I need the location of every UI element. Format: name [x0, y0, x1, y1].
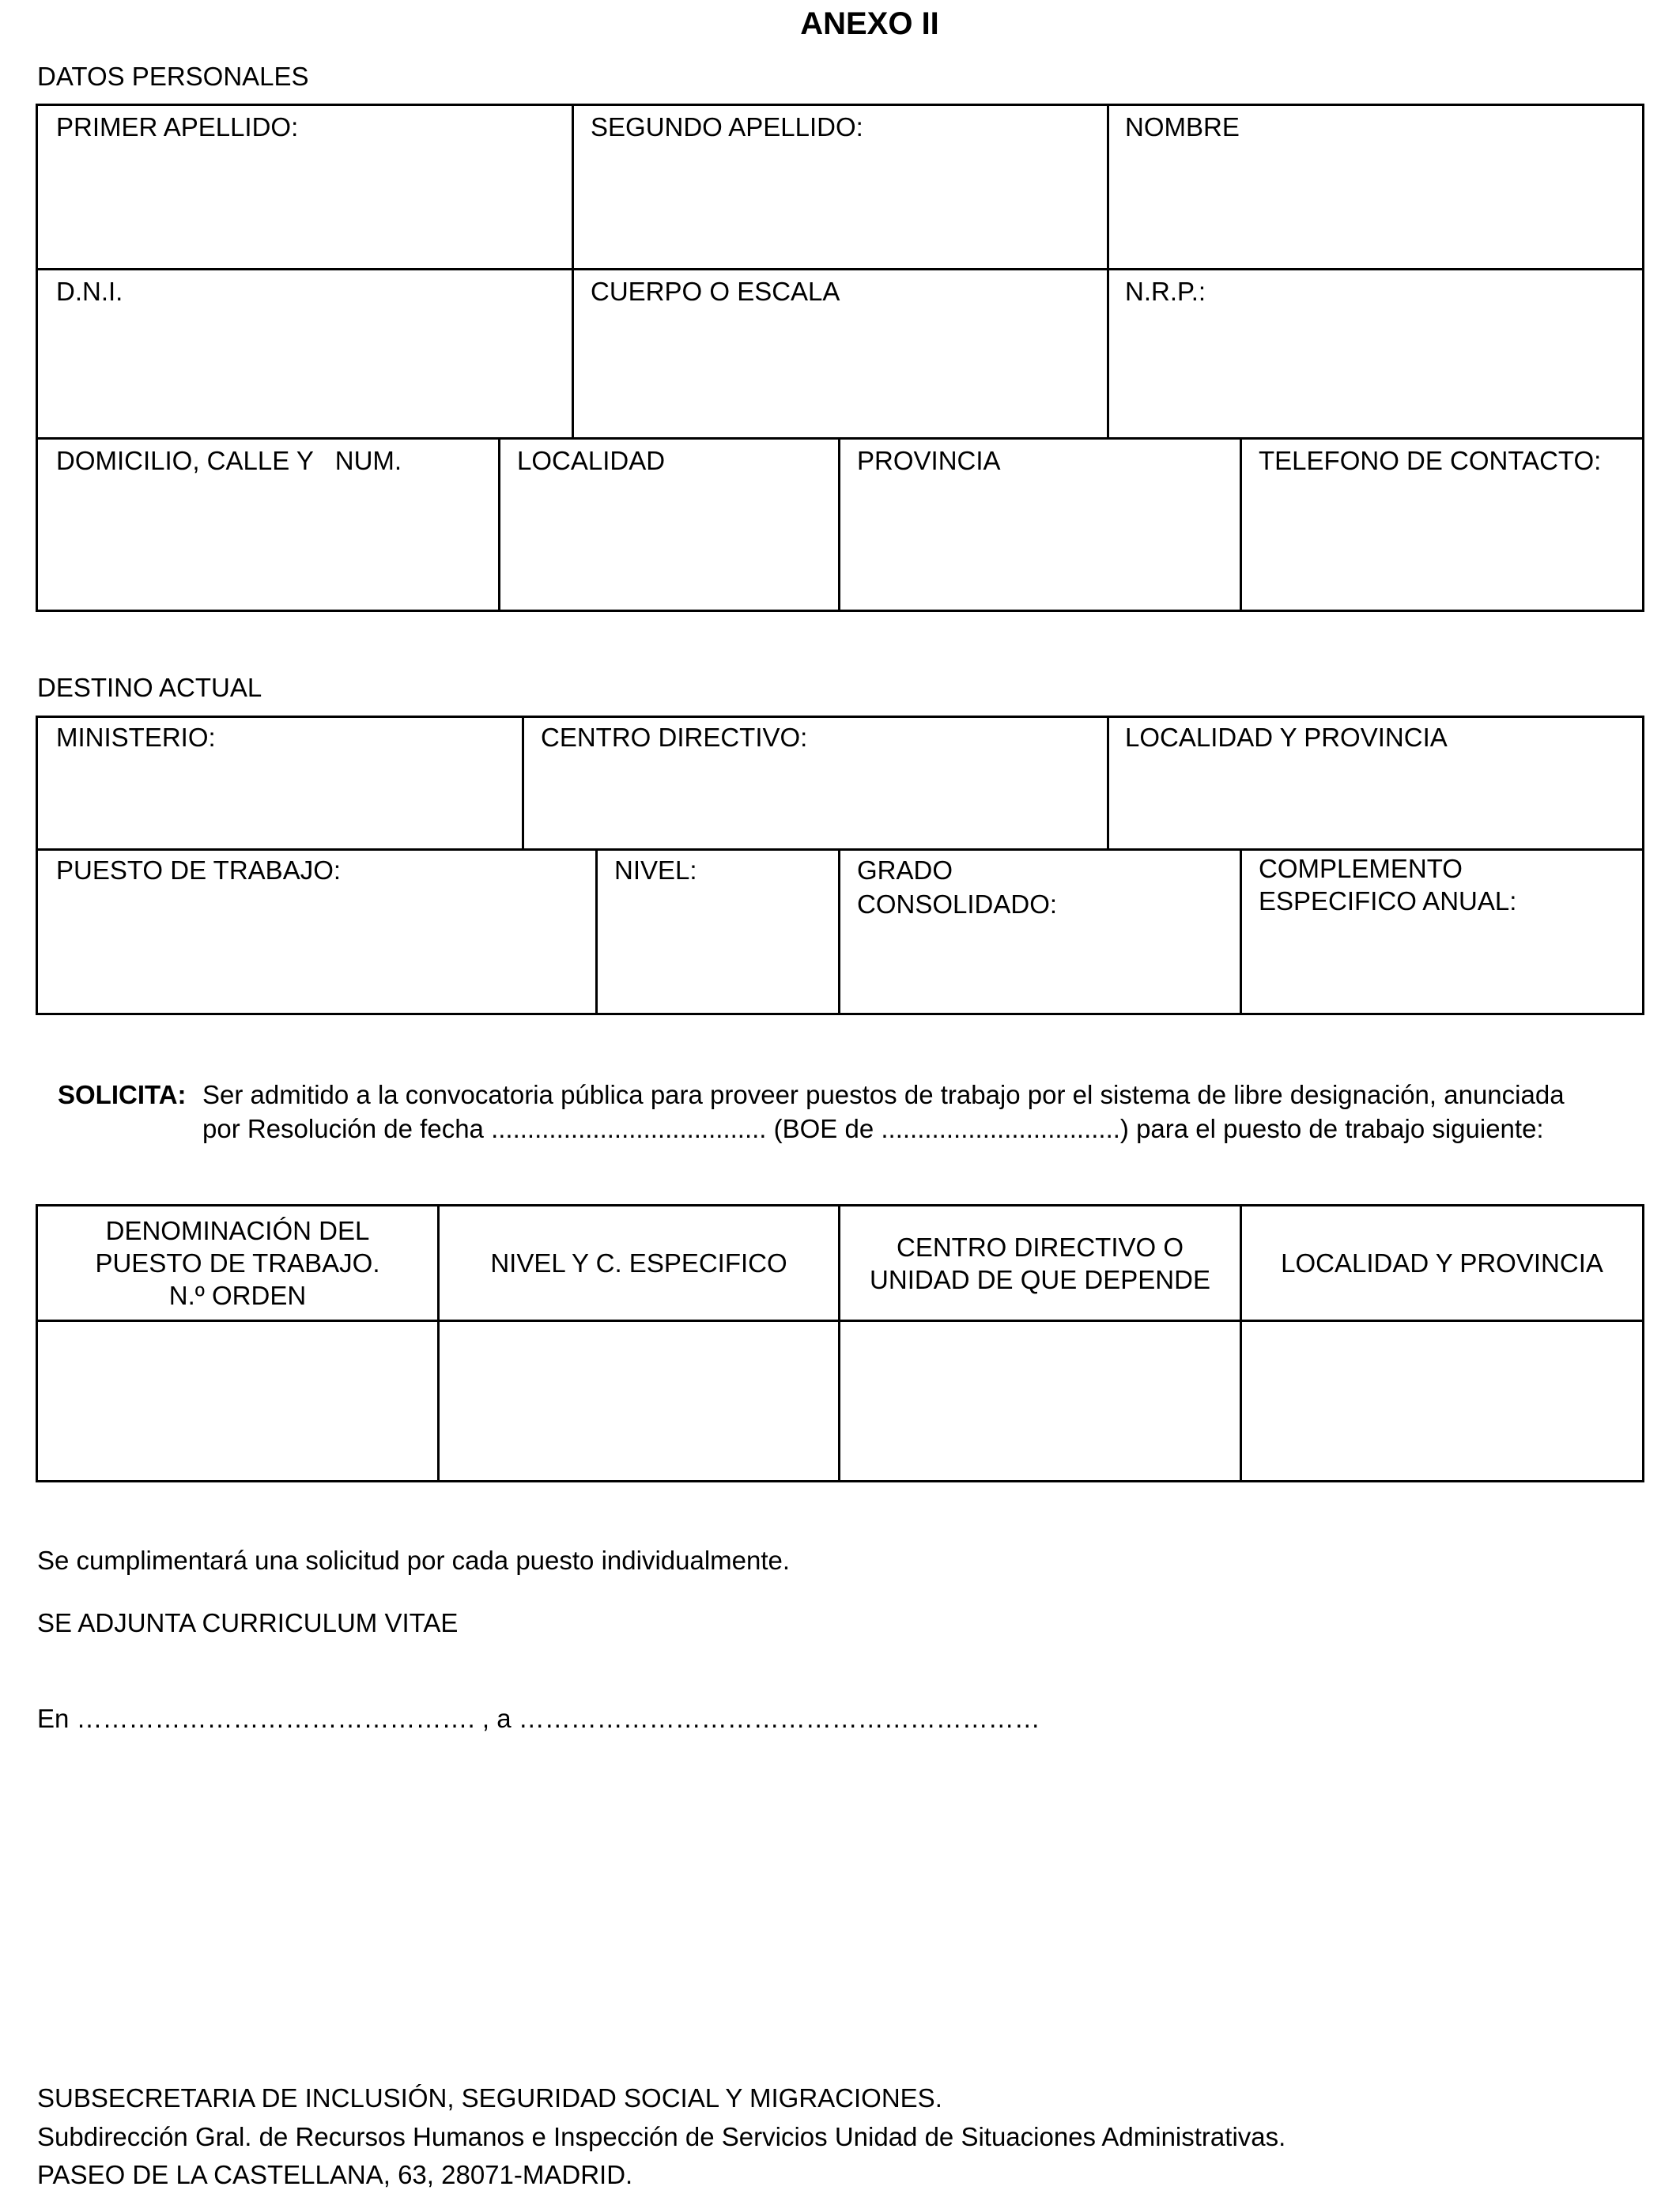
cell-centro-input[interactable] — [840, 1322, 1240, 1480]
field-telefono[interactable]: TELEFONO DE CONTACTO: — [1259, 446, 1602, 475]
table-divider — [572, 104, 574, 439]
note-one-per-post: Se cumplimentará una solicitud por cada puesto individualmente. — [37, 1546, 791, 1575]
solicita-paragraph — [58, 1078, 1639, 1146]
field-complemento-label-2: ESPECIFICO ANUAL: — [1259, 886, 1517, 916]
section-heading-datos-personales: DATOS PERSONALES — [37, 62, 309, 91]
solicita-label: SOLICITA: — [58, 1080, 187, 1109]
field-grado-label-1[interactable]: GRADO — [857, 855, 953, 885]
solicita-indent — [58, 1112, 202, 1146]
field-provincia[interactable]: PROVINCIA — [857, 446, 1001, 475]
header-denominacion-line: DENOMINACIÓN DEL — [105, 1216, 370, 1245]
field-ministerio[interactable]: MINISTERIO: — [56, 723, 216, 752]
cell-denominacion-input[interactable] — [38, 1322, 437, 1480]
solicita-line-2: por Resolución de fecha ...................................... (BOE de .................................) para el puesto de trabajo siguiente: — [202, 1114, 1544, 1143]
field-localidad[interactable]: LOCALIDAD — [517, 446, 666, 475]
footer-line-1: SUBSECRETARIA DE INCLUSIÓN, SEGURIDAD SOCIAL Y MIGRACIONES. — [37, 2083, 942, 2113]
field-primer-apellido[interactable]: PRIMER APELLIDO: — [56, 112, 299, 142]
field-segundo-apellido[interactable]: SEGUNDO APELLIDO: — [591, 112, 863, 142]
header-nivel — [440, 1207, 838, 1320]
field-dni[interactable]: D.N.I. — [56, 277, 123, 306]
field-localidad-provincia[interactable]: LOCALIDAD Y PROVINCIA — [1125, 723, 1448, 752]
section-heading-destino-actual: DESTINO ACTUAL — [37, 673, 262, 702]
table-divider — [838, 848, 840, 1015]
field-nombre[interactable]: NOMBRE — [1125, 112, 1240, 142]
field-nivel[interactable]: NIVEL: — [614, 855, 697, 885]
header-denominacion-line: PUESTO DE TRABAJO. — [95, 1248, 380, 1278]
document-title: ANEXO II — [800, 6, 939, 41]
header-nivel-line: NIVEL Y C. ESPECIFICO — [490, 1248, 787, 1278]
field-centro-directivo[interactable]: CENTRO DIRECTIVO: — [541, 723, 808, 752]
header-localidad-line: LOCALIDAD Y PROVINCIA — [1281, 1248, 1603, 1278]
footer-line-2: Subdirección Gral. de Recursos Humanos e Inspección de Servicios Unidad de Situaciones Administrativas. — [37, 2122, 1286, 2151]
header-centro-line: CENTRO DIRECTIVO O — [896, 1232, 1184, 1262]
table-divider — [595, 848, 598, 1015]
field-complemento-label-1[interactable]: COMPLEMENTO — [1259, 854, 1463, 883]
header-centro-line: UNIDAD DE QUE DEPENDE — [870, 1264, 1210, 1294]
field-cuerpo-escala[interactable]: CUERPO O ESCALA — [591, 277, 840, 306]
table-divider — [498, 437, 500, 612]
table-divider — [1240, 848, 1242, 1015]
field-grado-label-2: CONSOLIDADO: — [857, 889, 1058, 919]
note-curriculum: SE ADJUNTA CURRICULUM VITAE — [37, 1608, 459, 1637]
cell-localidad-input[interactable] — [1242, 1322, 1642, 1480]
header-localidad-provincia — [1242, 1207, 1642, 1320]
table-divider — [36, 268, 1644, 270]
table-divider — [1107, 104, 1109, 439]
field-domicilio[interactable]: DOMICILIO, CALLE Y NUM. — [56, 446, 402, 475]
header-denominacion-line: N.º ORDEN — [168, 1281, 307, 1310]
table-divider — [1107, 716, 1109, 850]
field-nrp[interactable]: N.R.P.: — [1125, 277, 1206, 306]
solicita-line-1: Ser admitido a la convocatoria pública para proveer puestos de trabajo por el sistema de libre designación, anunciada — [202, 1080, 1565, 1109]
footer-line-3: PASEO DE LA CASTELLANA, 63, 28071-MADRID. — [37, 2160, 633, 2189]
table-divider — [522, 716, 524, 850]
table-divider — [1240, 437, 1242, 612]
table-divider — [838, 437, 840, 612]
header-centro-directivo — [840, 1207, 1240, 1320]
header-denominacion — [38, 1207, 437, 1320]
place-date-line[interactable]: En ………………………………………. , a …………………………………………………… — [37, 1704, 1040, 1733]
field-puesto-trabajo[interactable]: PUESTO DE TRABAJO: — [56, 855, 342, 885]
cell-nivel-input[interactable] — [440, 1322, 838, 1480]
